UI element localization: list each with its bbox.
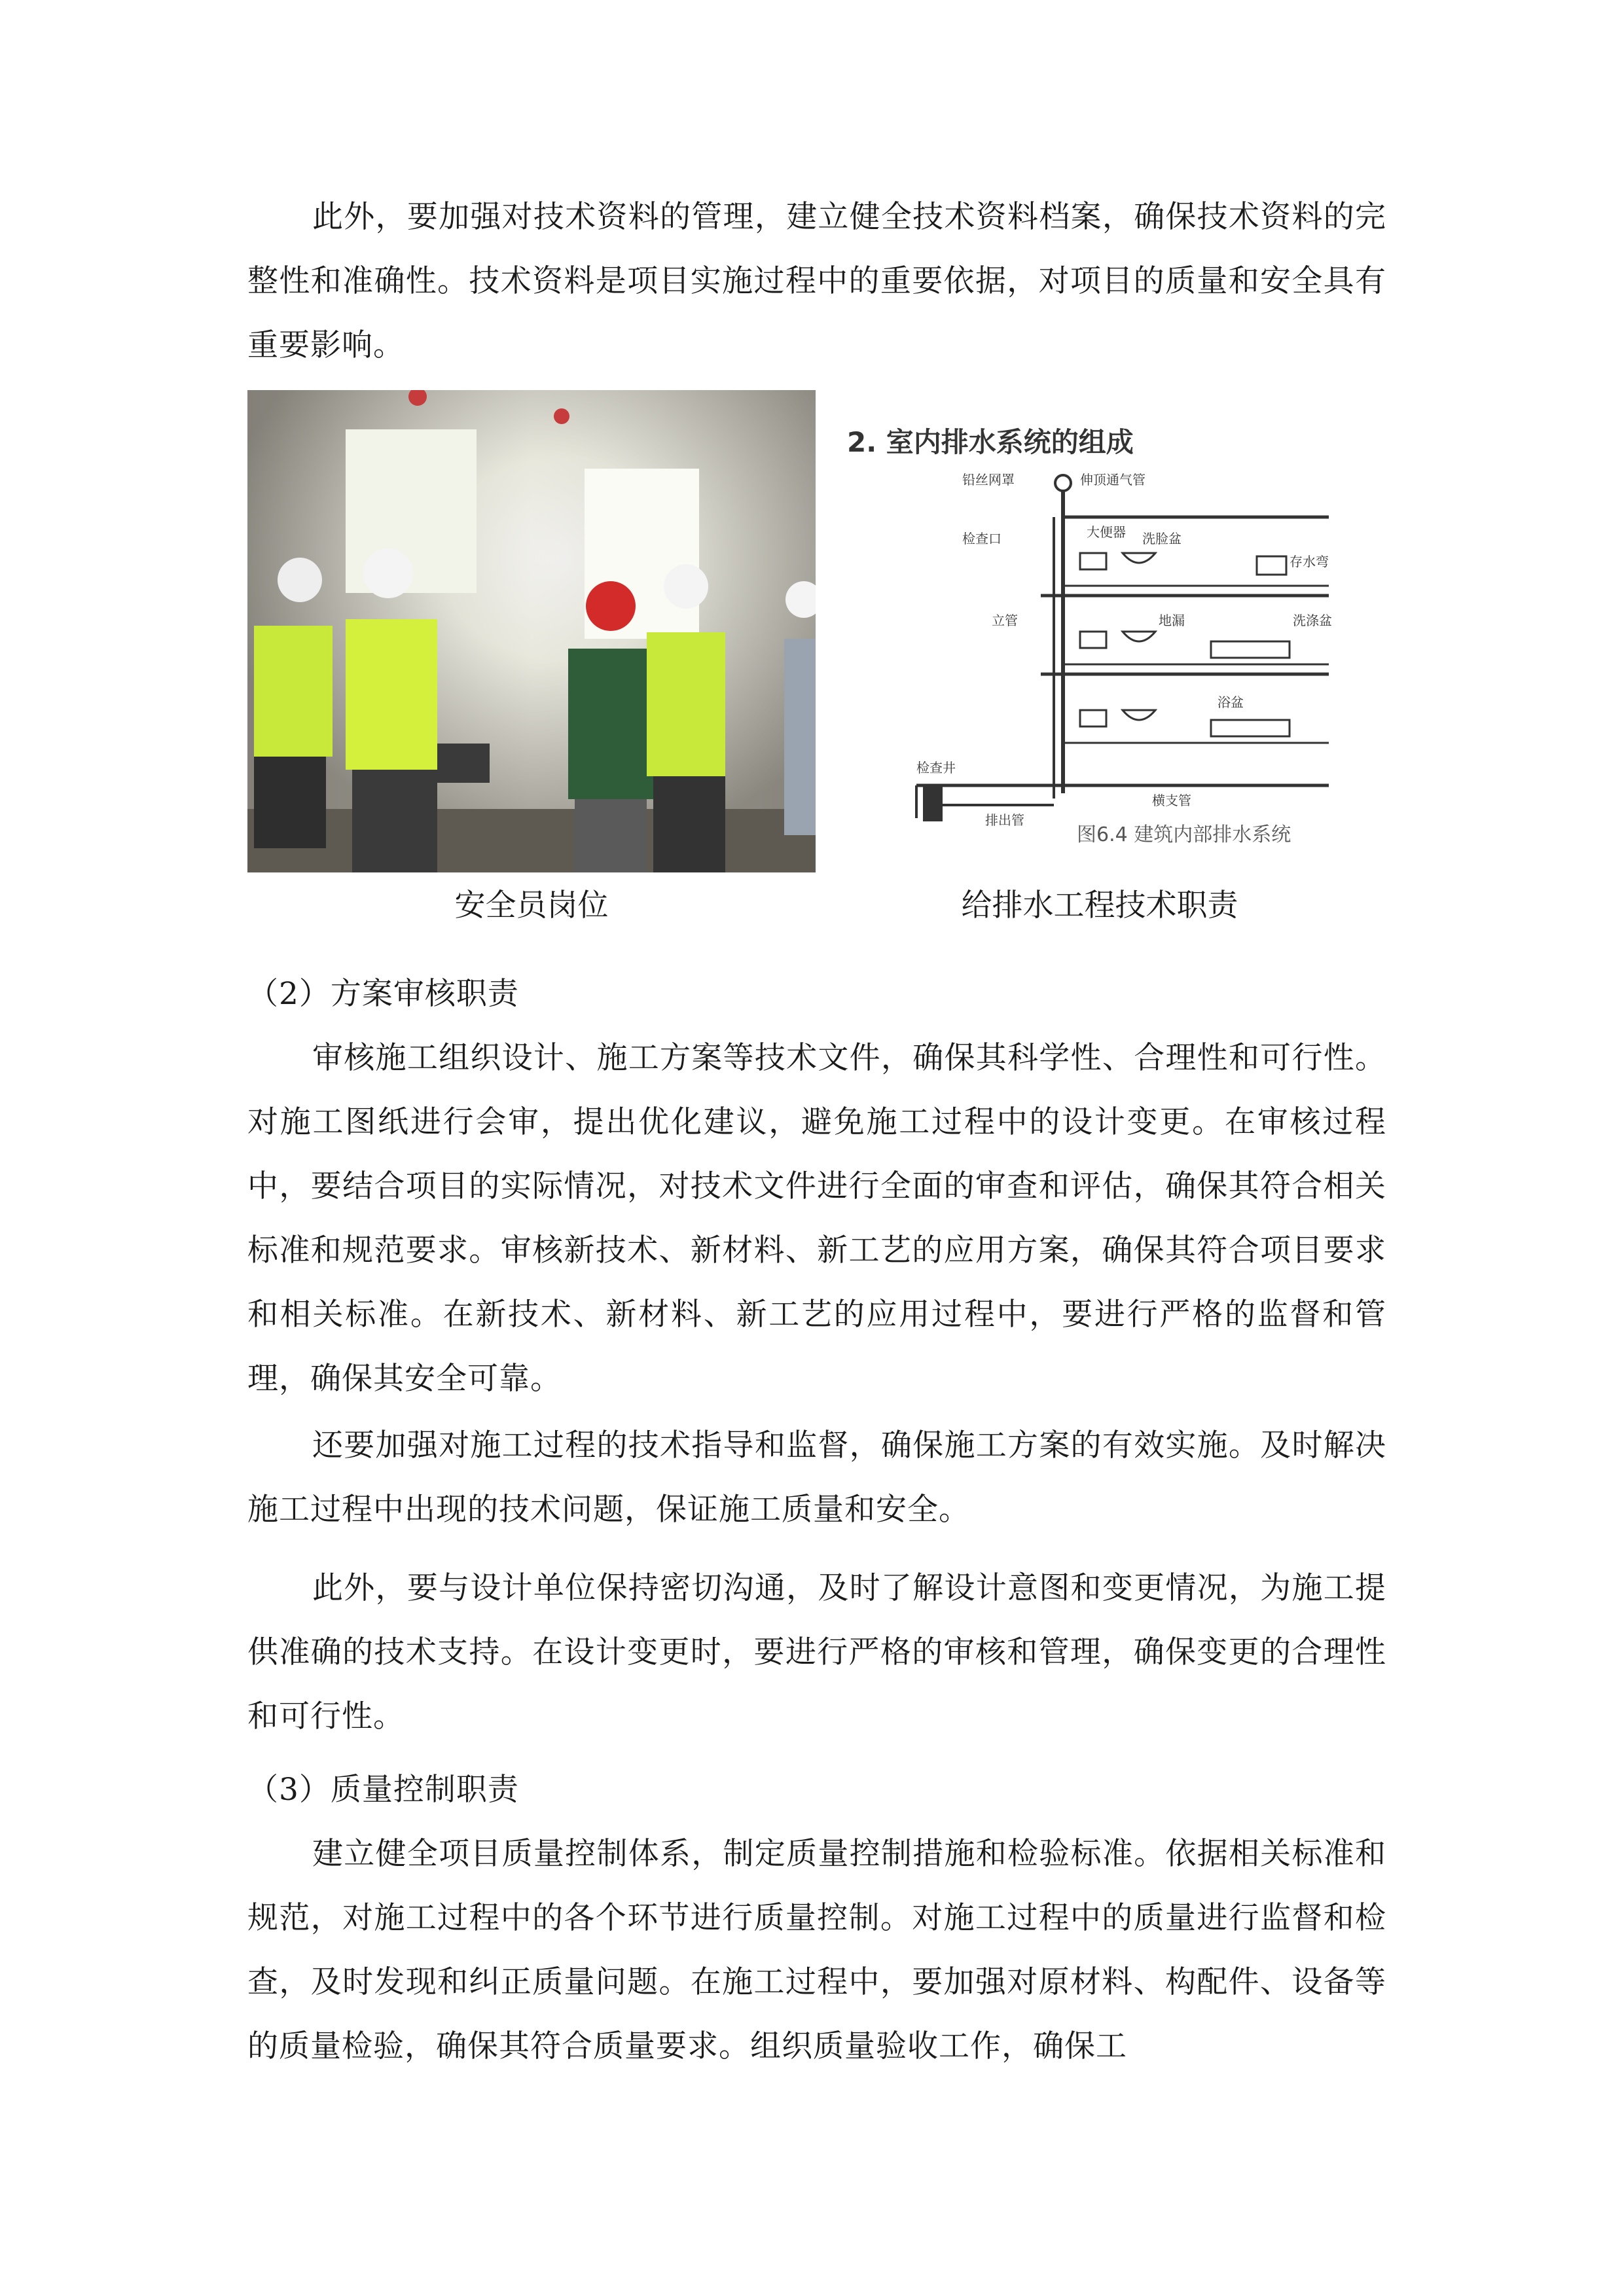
drainage-system-diagram — [844, 419, 1342, 857]
label-inspection-well: 检查井 — [916, 760, 956, 776]
construction-site-image — [247, 390, 816, 872]
label-washbasin: 洗脸盆 — [1142, 531, 1182, 547]
label-cleanout: 检查口 — [962, 531, 1001, 547]
label-riser: 立管 — [992, 613, 1018, 628]
drainage-diagram-svg — [844, 419, 1342, 857]
label-outlet-pipe: 排出管 — [985, 812, 1024, 828]
label-floor-drain: 地漏 — [1159, 613, 1185, 628]
label-trap: 存水弯 — [1290, 554, 1329, 569]
paragraph-quality-control: 建立健全项目质量控制体系，制定质量控制措施和检验标准。依据相关标准和规范，对施工过程中的各个环节进行质量控制。对施工过程中的质量进行监督和检查，及时发现和纠正质量问题。在施工过程中，要加强对原材料、构配件、设备等的质量检验，确保其符合质量要求。组织质量验收工作，确保工 — [247, 1836, 1386, 2064]
label-bathtub: 浴盆 — [1218, 694, 1244, 710]
paragraph-scheme-review: 审核施工组织设计、施工方案等技术文件，确保其科学性、合理性和可行性。对施工图纸进行会审，提出优化建议，避免施工过程中的设计变更。在审核过程中，要结合项目的实际情况，对技术文件进行全面的审查和评估，确保其符合相关标准和规范要求。审核新技术、新材料、新工艺的应用方案，确保其符合项目要求和相关标准。在新技术、新材料、新工艺的应用过程中，要进行严格的监督和管理，确保其安全可靠。 — [247, 1040, 1386, 1397]
label-vent-pipe: 伸顶通气管 — [1080, 472, 1146, 488]
diagram-title: 2. 室内排水系统的组成 — [847, 426, 1134, 458]
left-figure-caption: 安全员岗位 — [454, 888, 609, 924]
section-heading-scheme-review: （2）方案审核职责 — [247, 976, 519, 1012]
label-wire-cap: 铅丝网罩 — [962, 472, 1015, 488]
label-sink: 洗涤盆 — [1293, 613, 1332, 628]
paragraph-design-communication: 此外，要与设计单位保持密切沟通，及时了解设计意图和变更情况，为施工提供准确的技术支持。在设计变更时，要进行严格的审核和管理，确保变更的合理性和可行性。 — [247, 1570, 1386, 1734]
label-toilet: 大便器 — [1087, 524, 1126, 540]
diagram-figure-caption: 图6.4 建筑内部排水系统 — [1077, 823, 1291, 846]
right-figure-caption: 给排水工程技术职责 — [961, 888, 1238, 924]
paragraph-technical-records: 此外，要加强对技术资料的管理，建立健全技术资料档案，确保技术资料的完整性和准确性。技术资料是项目实施过程中的重要依据，对项目的质量和安全具有重要影响。 — [247, 199, 1386, 363]
label-branch-pipe: 横支管 — [1152, 793, 1191, 808]
safety-officer-photo — [247, 390, 816, 872]
paragraph-technical-guidance: 还要加强对施工过程的技术指导和监督，确保施工方案的有效实施。及时解决施工过程中出现的技术问题，保证施工质量和安全。 — [247, 1427, 1386, 1528]
section-heading-quality-control: （3）质量控制职责 — [247, 1772, 519, 1808]
